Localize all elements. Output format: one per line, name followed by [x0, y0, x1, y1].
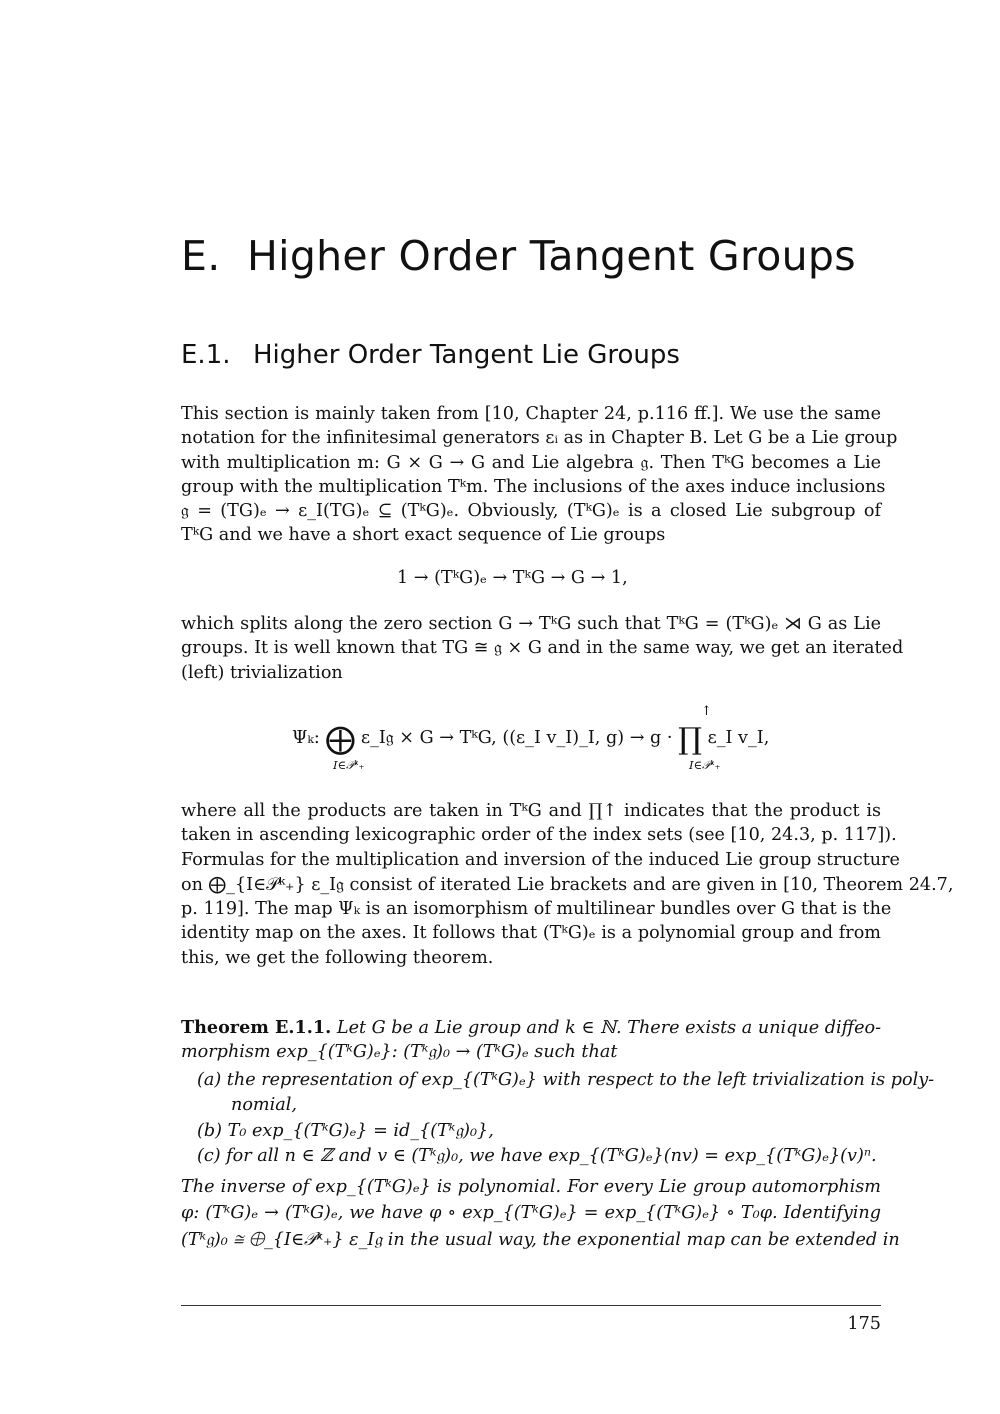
text-line: TᵏG and we have a short exact sequence of Lie groups	[181, 525, 666, 546]
footer-divider	[181, 1305, 881, 1306]
chapter-title-text: Higher Order Tangent Groups	[247, 232, 856, 280]
theorem-item-c: (c) for all n ∈ ℤ and v ∈ (Tᵏ𝔤)₀, we have exp_{(TᵏG)ₑ}(nv) = exp_{(TᵏG)ₑ}(v)ⁿ.	[197, 1146, 877, 1166]
intro-paragraph	[181, 402, 898, 548]
page-number: 175	[847, 1314, 881, 1334]
direct-sum-operator: ⨁	[325, 722, 356, 757]
theorem-line: The inverse of exp_{(TᵏG)ₑ} is polynomial. For every Lie group automorphism	[181, 1177, 881, 1197]
text-line: this, we get the following theorem.	[181, 947, 494, 968]
theorem-text: Let G be a Lie group and k ∈ ℕ. There exists a unique diffeo-	[331, 1018, 882, 1038]
theorem-line: (Tᵏ𝔤)₀ ≅ ⨁_{I∈𝒫ᵏ₊} ε_I𝔤 in the usual way, the exponential map can be extended in	[181, 1229, 900, 1250]
theorem-line: morphism exp_{(TᵏG)ₑ}: (Tᵏ𝔤)₀ → (TᵏG)ₑ such that	[181, 1042, 618, 1063]
text-line: 𝔤 = (TG)ₑ → ε_I(TG)ₑ ⊆ (TᵏG)ₑ. Obviously, (TᵏG)ₑ is a closed Lie subgroup of	[181, 501, 881, 522]
theorem-block	[181, 1016, 881, 1065]
chapter-title	[181, 232, 856, 280]
text-line: groups. It is well known that TG ≅ 𝔤 × G and in the same way, we get an iterated	[181, 638, 904, 659]
text-line: with multiplication m: G × G → G and Lie algebra 𝔤. Then TᵏG becomes a Lie	[181, 452, 881, 473]
where-paragraph	[181, 799, 954, 970]
psi-mid: ε_I𝔤 × G → TᵏG, ((ε_I v_I)_I, g) → g ·	[355, 728, 679, 748]
section-title-text: Higher Order Tangent Lie Groups	[253, 340, 680, 370]
splitting-paragraph	[181, 612, 904, 685]
text-line: (left) trivialization	[181, 662, 343, 683]
text-line: identity map on the axes. It follows that (TᵏG)ₑ is a polynomial group and from	[181, 923, 881, 944]
text-line: group with the multiplication Tᵏm. The inclusions of the axes induce inclusions	[181, 476, 886, 497]
theorem-item-a: (a) the representation of exp_{(TᵏG)ₑ} with respect to the left trivialization is poly-	[197, 1070, 935, 1090]
theorem-item-a-cont: nomial,	[231, 1095, 297, 1115]
text-line: taken in ascending lexicographic order of the index sets (see [10, 24.3, p. 117]).	[181, 825, 897, 846]
text-line: notation for the infinitesimal generators εᵢ as in Chapter B. Let G be a Lie group	[181, 428, 898, 449]
text-line: which splits along the zero section G → TᵏG such that TᵏG = (TᵏG)ₑ ⋊ G as Lie	[181, 614, 881, 634]
trivialization-equation	[292, 722, 769, 757]
product-operator: ∏	[678, 722, 702, 757]
psi-lhs: Ψₖ:	[292, 728, 326, 748]
theorem-line: φ: (TᵏG)ₑ → (TᵏG)ₑ, we have φ ∘ exp_{(TᵏG)ₑ} = exp_{(TᵏG)ₑ} ∘ T₀φ. Identifying	[181, 1203, 881, 1224]
sum-index: I∈𝒫ᵏ₊	[333, 758, 365, 772]
text-line: This section is mainly taken from [10, Chapter 24, p.116 ff.]. We use the same	[181, 404, 881, 424]
text-line: p. 119]. The map Ψₖ is an isomorphism of multilinear bundles over G that is the	[181, 899, 892, 920]
text-line: where all the products are taken in TᵏG and ∏↑ indicates that the product is	[181, 801, 881, 821]
theorem-tail	[181, 1175, 900, 1252]
theorem-line	[181, 1016, 881, 1040]
theorem-item-b: (b) T₀ exp_{(TᵏG)ₑ} = id_{(Tᵏ𝔤)₀},	[197, 1121, 494, 1141]
section-number: E.1.	[181, 340, 231, 370]
product-index: I∈𝒫ᵏ₊	[689, 758, 721, 772]
psi-rhs: ε_I v_I,	[701, 728, 770, 748]
text-line: Formulas for the multiplication and inversion of the induced Lie group structure	[181, 849, 900, 870]
ascending-arrow: ↑	[701, 704, 712, 719]
exact-sequence-equation: 1 → (TᵏG)ₑ → TᵏG → G → 1,	[397, 568, 628, 588]
theorem-label: Theorem E.1.1.	[181, 1017, 332, 1038]
text-line: on ⨁_{I∈𝒫ᵏ₊} ε_I𝔤 consist of iterated Lie brackets and are given in [10, Theorem 24.7,	[181, 874, 954, 895]
chapter-number: E.	[181, 232, 221, 280]
section-title	[181, 340, 680, 370]
